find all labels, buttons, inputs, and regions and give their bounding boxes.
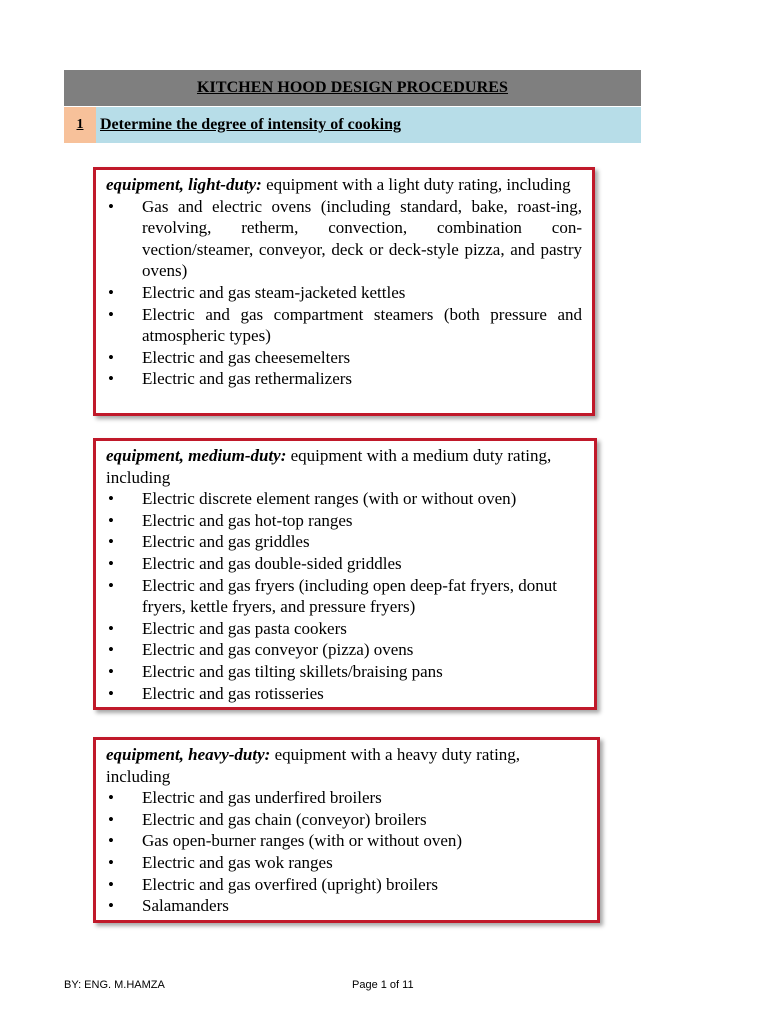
list-item-text: Electric and gas double-sided griddles (142, 553, 402, 573)
list-item-text: Electric and gas compartment steamers (both pressure and atmospheric types) (142, 304, 582, 346)
bullet-icon: • (108, 196, 114, 216)
heavy-duty-intro (106, 744, 587, 787)
list-item (106, 618, 584, 640)
list-item (106, 282, 582, 304)
list-item-text: Gas and electric ovens (including standard, bake, roast-ing, revolving, retherm, convection, combination con-vection/steamer, conveyor, deck or deck-style pizza, and pastry ovens) (142, 196, 582, 281)
list-item (106, 661, 584, 683)
light-duty-intro (106, 174, 582, 196)
bullet-icon: • (108, 304, 114, 324)
light-duty-term: equipment, light-duty: (106, 175, 262, 194)
bullet-icon: • (108, 788, 114, 808)
bullet-icon: • (108, 553, 114, 573)
list-item-text: Electric and gas griddles (142, 532, 310, 552)
footer-page-number: Page 1 of 11 (352, 979, 414, 991)
bullet-icon: • (108, 661, 114, 681)
step-label: Determine the degree of intensity of cooking (100, 116, 401, 133)
medium-duty-definition: equipment with a medium duty rating, including (106, 446, 552, 487)
list-item (106, 809, 587, 831)
list-item (106, 575, 584, 618)
title-bar (64, 70, 641, 106)
medium-duty-list (106, 488, 584, 704)
list-item (106, 531, 584, 553)
list-item (106, 895, 587, 917)
list-item-text: Electric and gas pasta cookers (142, 618, 347, 638)
list-item (106, 488, 584, 510)
bullet-icon: • (108, 640, 114, 660)
step-label-cell (96, 107, 641, 143)
list-item (106, 553, 584, 575)
list-item (106, 874, 587, 896)
bullet-icon: • (108, 683, 114, 703)
bullet-icon: • (108, 874, 114, 894)
list-item-text: Electric and gas rotisseries (142, 683, 324, 703)
light-duty-list (106, 196, 582, 390)
bullet-icon: • (108, 618, 114, 638)
step-number: 1 (64, 107, 96, 143)
list-item (106, 304, 582, 347)
list-item-text: Electric and gas rethermalizers (142, 369, 353, 389)
bullet-icon: • (108, 347, 114, 367)
page-title: KITCHEN HOOD DESIGN PROCEDURES (196, 79, 509, 96)
bullet-icon: • (108, 510, 114, 530)
footer-author: BY: ENG. M.HAMZA (64, 979, 165, 991)
bullet-icon: • (108, 831, 114, 851)
list-item (106, 787, 587, 809)
list-item (106, 368, 582, 390)
bullet-icon: • (108, 532, 114, 552)
list-item (106, 639, 584, 661)
list-item (106, 852, 587, 874)
bullet-icon: • (108, 369, 114, 389)
list-item-text: Electric discrete element ranges (with or without oven) (142, 489, 517, 509)
step-row (64, 107, 641, 143)
list-item (106, 196, 582, 282)
medium-duty-box (93, 438, 597, 710)
list-item-text: Electric and gas cheesemelters (142, 347, 351, 367)
list-item-text: Electric and gas chain (conveyor) broilers (142, 809, 427, 829)
heavy-duty-definition: equipment with a heavy duty rating, including (106, 745, 521, 786)
list-item-text: Electric and gas wok ranges (142, 852, 333, 872)
list-item (106, 830, 587, 852)
bullet-icon: • (108, 896, 114, 916)
light-duty-definition: equipment with a light duty rating, including (261, 175, 571, 194)
bullet-icon: • (108, 575, 114, 595)
bullet-icon: • (108, 282, 114, 302)
list-item (106, 683, 584, 705)
list-item-text: Electric and gas hot-top ranges (142, 510, 353, 530)
bullet-icon: • (108, 489, 114, 509)
list-item (106, 510, 584, 532)
bullet-icon: • (108, 852, 114, 872)
heavy-duty-list (106, 787, 587, 917)
medium-duty-intro (106, 445, 584, 488)
list-item-text: Electric and gas tilting skillets/braising pans (142, 661, 443, 681)
heavy-duty-term: equipment, heavy-duty: (106, 745, 271, 764)
list-item (106, 347, 582, 369)
bullet-icon: • (108, 809, 114, 829)
list-item-text: Electric and gas overfired (upright) broilers (142, 874, 438, 894)
medium-duty-term: equipment, medium-duty: (106, 446, 287, 465)
list-item-text: Electric and gas fryers (including open deep-fat fryers, donut fryers, kettle fryers, and pressure fryers) (142, 575, 557, 617)
list-item-text: Gas open-burner ranges (with or without oven) (142, 831, 463, 851)
heavy-duty-box (93, 737, 600, 923)
light-duty-box (93, 167, 595, 416)
list-item-text: Salamanders (142, 896, 229, 916)
list-item-text: Electric and gas conveyor (pizza) ovens (142, 640, 414, 660)
list-item-text: Electric and gas steam-jacketed kettles (142, 282, 406, 302)
list-item-text: Electric and gas underfired broilers (142, 788, 382, 808)
